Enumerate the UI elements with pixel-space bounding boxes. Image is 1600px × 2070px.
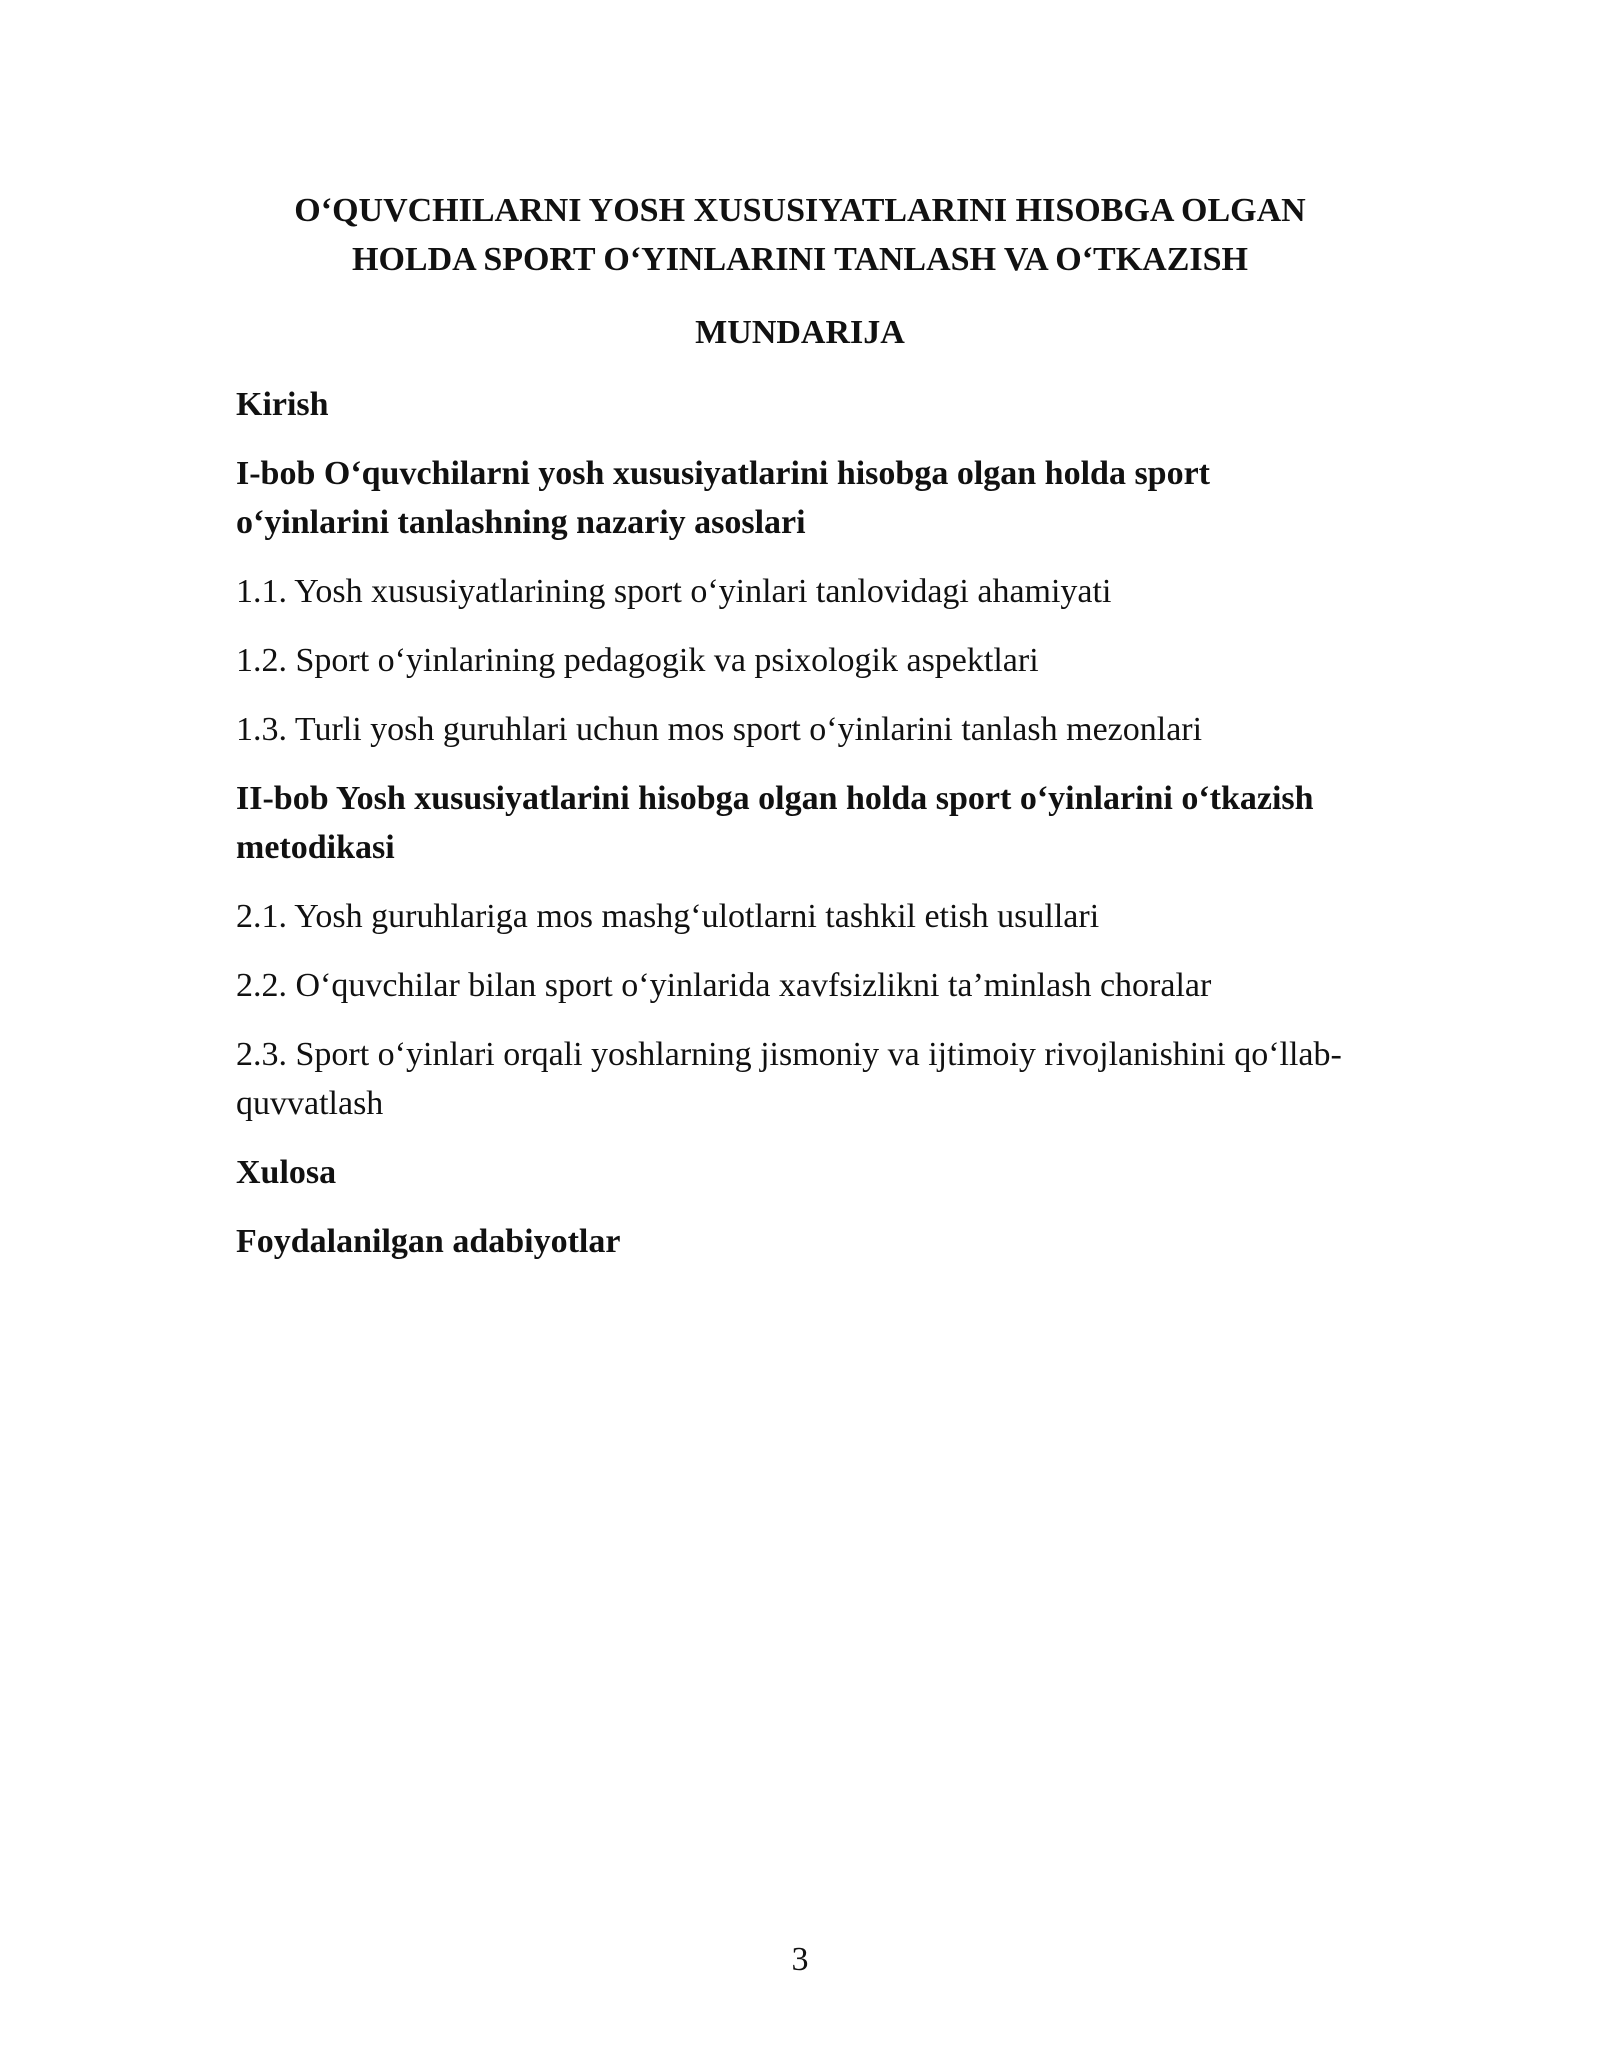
table-of-contents [236, 380, 1346, 1286]
toc-entry-2-3: 2.3. Sport o‘yinlari orqali yoshlarning jismoniy va ijtimoiy rivojlanishini qo‘llab-quvvatlash [236, 1036, 1342, 1122]
toc-entry-xulosa: Xulosa [236, 1154, 337, 1191]
toc-entry-kirish: Kirish [236, 386, 329, 423]
toc-entry-adabiyotlar: Foydalanilgan adabiyotlar [236, 1223, 621, 1260]
toc-entry-chapter-1: I-bob O‘quvchilarni yosh xususiyatlarini hisobga olgan holda sport o‘yinlarini tanlashning nazariy asoslari [236, 455, 1210, 541]
page-number: 3 [791, 1941, 809, 1978]
toc-entry-2-1: 2.1. Yosh guruhlariga mos mashg‘ulotlarni tashkil etish usullari [236, 898, 1100, 935]
toc-entry-1-3: 1.3. Turli yosh guruhlari uchun mos sport o‘yinlarini tanlash mezonlari [236, 711, 1203, 748]
toc-entry-1-1: 1.1. Yosh xususiyatlarining sport o‘yinlari tanlovidagi ahamiyati [236, 573, 1112, 610]
toc-entry-2-2: 2.2. O‘quvchilar bilan sport o‘yinlarida xavfsizlikni ta’minlash choralar [236, 967, 1212, 1004]
toc-entry-chapter-2: II-bob Yosh xususiyatlarini hisobga olgan holda sport o‘yinlarini o‘tkazish metodikasi [236, 780, 1314, 866]
toc-heading: MUNDARIJA [695, 314, 905, 351]
document-title [200, 186, 1400, 284]
document-title-line-1: O‘QUVCHILARNI YOSH XUSUSIYATLARINI HISOBGA OLGAN [294, 192, 1306, 229]
toc-entry-1-2: 1.2. Sport o‘yinlarining pedagogik va psixologik aspektlari [236, 642, 1039, 679]
document-title-line-2: HOLDA SPORT O‘YINLARINI TANLASH VA O‘TKAZISH [352, 241, 1248, 278]
